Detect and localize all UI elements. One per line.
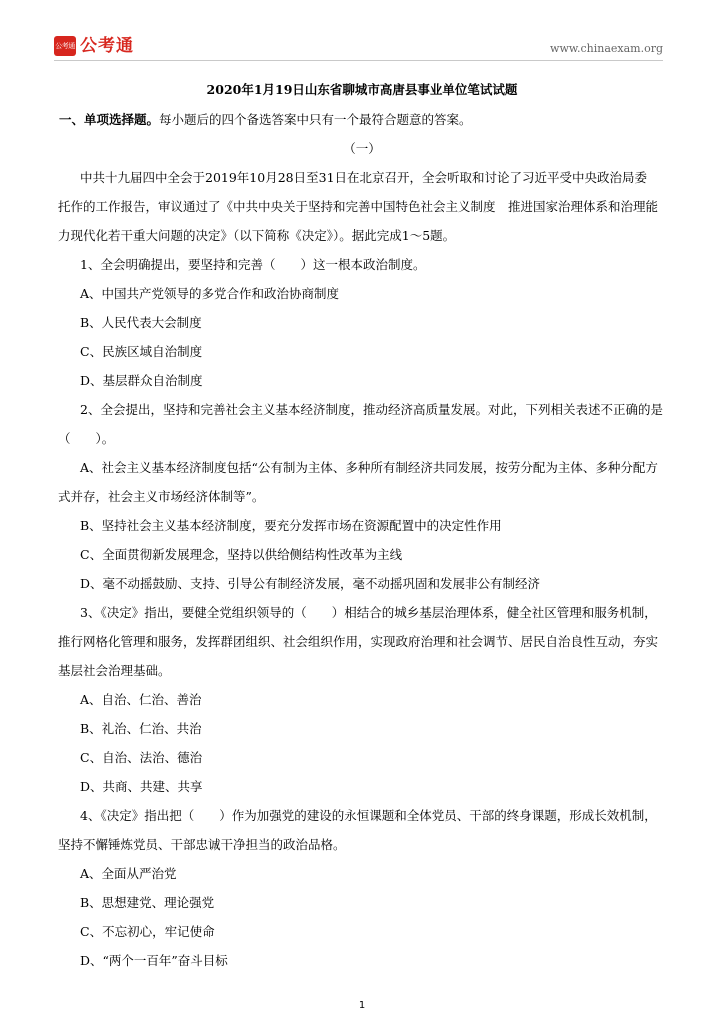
passage-line: 力现代化若干重大问题的决定》（以下简称《决定》）。据此完成1～5题。 [58, 228, 456, 243]
question-1-option-a: A、中国共产党领导的多党合作和政治协商制度 [80, 286, 340, 301]
page-number: 1 [358, 1000, 366, 1011]
question-2-option-b: B、坚持社会主义基本经济制度，要充分发挥市场在资源配置中的决定性作用 [80, 518, 502, 533]
question-3-stem: 推行网格化管理和服务，发挥群团组织、社会组织作用，实现政府治理和社会调节、居民自治良性互动，夯实 [58, 634, 659, 649]
question-3-option-c: C、自治、法治、德治 [80, 750, 203, 765]
question-4-option-d: D、“两个一百年”奋斗目标 [80, 953, 228, 968]
section-instruction: 每小题后的四个备选答案中只有一个最符合题意的答案。 [159, 112, 472, 127]
question-2-option-d: D、毫不动摇鼓励、支持、引导公有制经济发展，毫不动摇巩固和发展非公有制经济 [80, 576, 541, 591]
question-3-option-d: D、共商、共建、共享 [80, 779, 203, 794]
question-3-option-a: A、自治、仁治、善治 [80, 692, 202, 707]
question-4-option-b: B、思想建党、理论强党 [80, 895, 215, 910]
page-title: 2020年1月19日山东省聊城市高唐县事业单位笔试试题 [206, 82, 518, 97]
question-1-stem: 1、全会明确提出，要坚持和完善（ ）这一根本政治制度。 [80, 257, 426, 272]
question-2-stem: （ ）。 [58, 431, 115, 446]
question-1-option-d: D、基层群众自治制度 [80, 373, 203, 388]
passage-line: 中共十九届四中全会于2019年10月28日至31日在北京召开，全会听取和讨论了习近平受中央政治局委 [80, 170, 648, 185]
question-4-option-a: A、全面从严治党 [80, 866, 177, 881]
question-2-option-c: C、全面贯彻新发展理念，坚持以供给侧结构性改革为主线 [80, 547, 403, 562]
question-3-option-b: B、礼治、仁治、共治 [80, 721, 202, 736]
question-4-option-c: C、不忘初心，牢记使命 [80, 924, 215, 939]
question-1-option-c: C、民族区域自治制度 [80, 344, 203, 359]
logo-icon: 公考通 [54, 36, 76, 56]
question-2-option-a: 式并存，社会主义市场经济体制等”。 [58, 489, 265, 504]
question-1-option-b: B、人民代表大会制度 [80, 315, 202, 330]
subheading: （一） [343, 141, 381, 156]
section-heading-label: 一、单项选择题。 [59, 112, 160, 127]
question-3-stem: 基层社会治理基础。 [58, 663, 171, 678]
section-heading [59, 110, 472, 128]
logo-text: 公考通 [80, 36, 134, 56]
question-3-stem: 3、《决定》指出，要健全党组织领导的（ ）相结合的城乡基层治理体系，健全社区管理和服务机制， [80, 605, 657, 620]
header-divider [54, 60, 663, 61]
passage-line: 托作的工作报告，审议通过了《中共中央关于坚持和完善中国特色社会主义制度 推进国家治理体系和治理能 [58, 199, 659, 214]
question-4-stem: 坚持不懈锤炼党员、干部忠诚干净担当的政治品格。 [58, 837, 346, 852]
question-2-option-a: A、社会主义基本经济制度包括“公有制为主体、多种所有制经济共同发展，按劳分配为主体、多种分配方 [80, 460, 658, 475]
site-url: www.chinaexam.org [550, 42, 663, 55]
question-2-stem: 2、全会提出，坚持和完善社会主义基本经济制度，推动经济高质量发展。对此，下列相关表述不正确的是 [80, 402, 663, 417]
page-header [54, 34, 663, 58]
question-4-stem: 4、《决定》指出把（ ）作为加强党的建设的永恒课题和全体党员、干部的终身课题，形成长效机制， [80, 808, 657, 823]
